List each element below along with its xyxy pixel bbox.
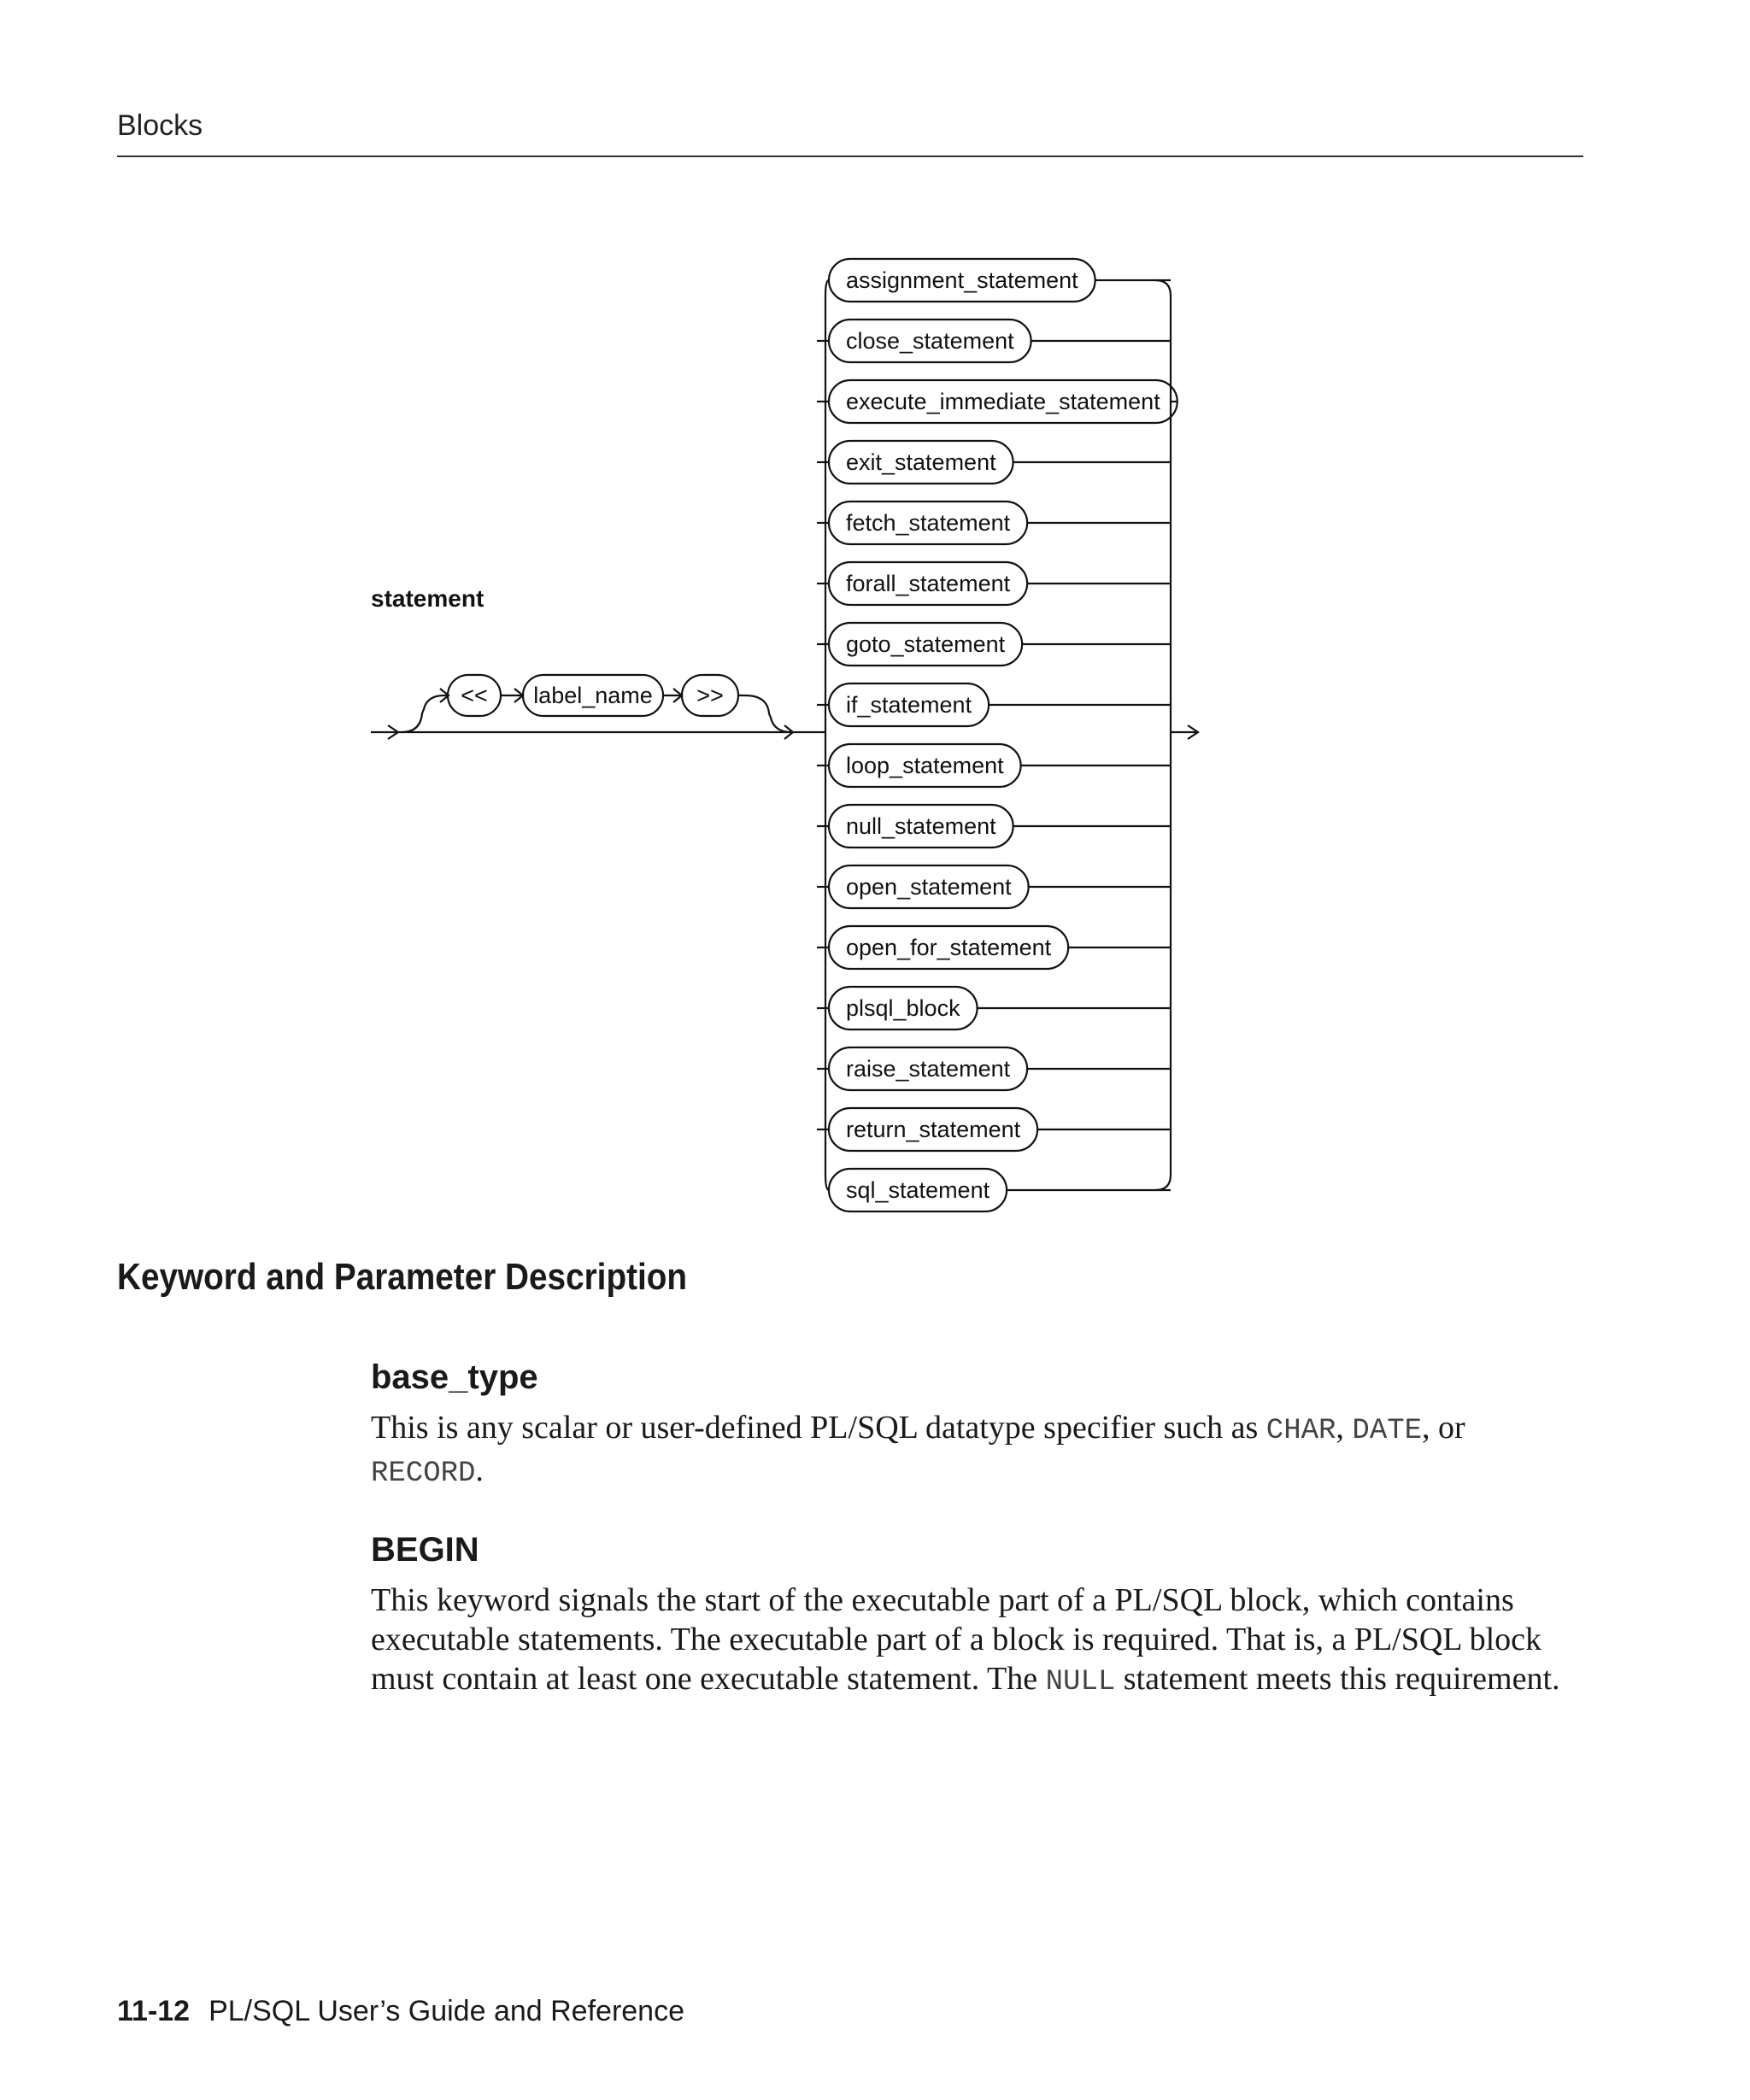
desc-base-type: This is any scalar or user-defined PL/SQL datatype specifier such as CHAR, DATE, or RECORD.: [371, 1410, 1465, 1490]
alternative-label: execute_immediate_statement: [846, 389, 1160, 414]
code-record: RECORD: [371, 1458, 476, 1490]
alternative-label: plsql_block: [846, 995, 960, 1021]
alternative-label: forall_statement: [846, 571, 1011, 596]
desc-begin: This keyword signals the start of the executable part of a PL/SQL block, which contains executable statements. The executable part of a block is required. That is, a PL/SQL block must contain at least one executable statement. The NULL statement meets this requirement.: [371, 1582, 1560, 1698]
code-date: DATE: [1352, 1415, 1423, 1447]
alternative-label: loop_statement: [846, 753, 1004, 778]
alternative-label: open_for_statement: [846, 935, 1052, 960]
term-base-type: base_type: [371, 1358, 538, 1396]
code-char: CHAR: [1266, 1415, 1336, 1447]
alternative-label: open_statement: [846, 874, 1012, 900]
page-number: 11-12: [117, 1995, 191, 2027]
term-begin: BEGIN: [371, 1531, 479, 1569]
top-right-curve: [1155, 280, 1171, 296]
running-head: Blocks: [117, 109, 203, 142]
alternative-label: assignment_statement: [846, 267, 1078, 293]
label-close-token: >>: [696, 683, 724, 708]
page-footer: [117, 1995, 684, 2028]
alternative-label: goto_statement: [846, 631, 1006, 657]
alternative-label: if_statement: [846, 692, 972, 718]
alternative-label: fetch_statement: [846, 510, 1011, 536]
code-null: NULL: [1045, 1666, 1116, 1698]
label-open-token: <<: [461, 683, 488, 708]
alternative-label: sql_statement: [846, 1177, 990, 1203]
alternative-label: exit_statement: [846, 449, 996, 475]
alternative-label: raise_statement: [846, 1056, 1011, 1082]
diagram-title: statement: [371, 585, 484, 612]
section-heading: Keyword and Parameter Description: [117, 1256, 688, 1298]
alternative-label: null_statement: [846, 813, 996, 839]
label-name-token: label_name: [533, 683, 653, 708]
bottom-right-curve: [1155, 1175, 1171, 1190]
alternative-label: close_statement: [846, 328, 1014, 354]
alternative-label: return_statement: [846, 1117, 1021, 1142]
book-title: PL/SQL User’s Guide and Reference: [208, 1995, 684, 2027]
